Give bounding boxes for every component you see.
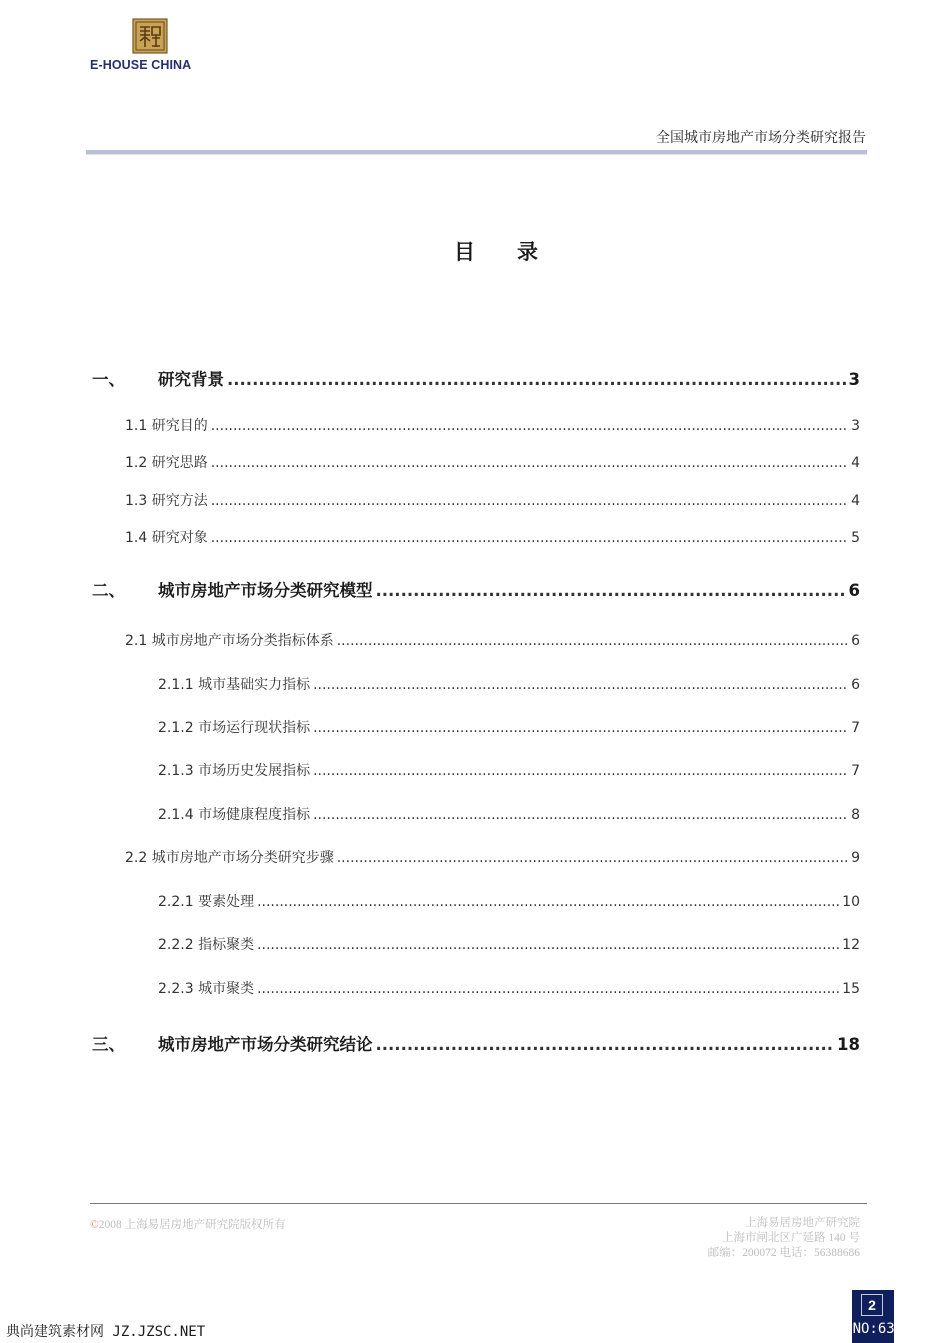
toc-page-number: 6 xyxy=(848,581,860,600)
toc-page-number: 3 xyxy=(851,418,860,434)
watermark-right: NO:63060 xyxy=(852,1321,920,1337)
toc-page-number: 4 xyxy=(851,493,860,509)
toc-entry[interactable] xyxy=(158,934,860,954)
toc-entry-title: 2.1.1 城市基础实力指标 xyxy=(158,677,311,693)
toc-leader-dots xyxy=(313,763,848,779)
toc-entry-title: 城市房地产市场分类研究结论 xyxy=(158,1035,373,1054)
toc-page-number: 6 xyxy=(851,677,860,693)
toc-page-number: 15 xyxy=(842,981,860,997)
watermark-left: 典尚建筑素材网 JZ.JZSC.NET xyxy=(6,1324,206,1340)
ehouse-logo-icon xyxy=(132,18,168,54)
toc-entry[interactable] xyxy=(158,891,860,911)
toc-entry[interactable] xyxy=(92,577,860,601)
company-logo xyxy=(86,16,216,76)
toc-entry[interactable] xyxy=(125,630,860,650)
toc-entry[interactable] xyxy=(158,717,860,737)
toc-leader-dots xyxy=(313,677,848,693)
toc-leader-dots xyxy=(337,633,848,649)
toc-entry[interactable] xyxy=(125,415,860,435)
toc-entry-title: 2.2.2 指标聚类 xyxy=(158,937,255,953)
toc-entry-title: 2.2.1 要素处理 xyxy=(158,894,255,910)
toc-leader-dots xyxy=(211,455,848,471)
copyright-text: 2008 上海易居房地产研究院版权所有 xyxy=(98,1219,286,1231)
toc-leader-dots xyxy=(211,530,848,546)
toc-page-number: 6 xyxy=(851,633,860,649)
toc-entry-title: 城市房地产市场分类研究模型 xyxy=(158,581,373,600)
toc-entry[interactable] xyxy=(125,490,860,510)
toc-leader-dots xyxy=(376,581,846,600)
logo-text: E-HOUSE CHINA xyxy=(90,58,192,72)
toc-page-number: 8 xyxy=(851,807,860,823)
toc-page-number: 7 xyxy=(851,763,860,779)
toc-heading: 目录 xyxy=(454,240,580,264)
toc-entry-title: 1.2 研究思路 xyxy=(125,455,208,471)
toc-entry-title: 2.2 城市房地产市场分类研究步骤 xyxy=(125,850,334,866)
toc-page-number: 9 xyxy=(851,850,860,866)
toc-entry[interactable] xyxy=(92,366,860,390)
toc-leader-dots xyxy=(257,981,839,997)
toc-page-number: 5 xyxy=(851,530,860,546)
toc-page-number: 10 xyxy=(842,894,860,910)
toc-entry[interactable] xyxy=(158,978,860,998)
watermark-bar xyxy=(0,1319,950,1343)
toc-section-number: 二、 xyxy=(92,581,125,600)
toc-entry-title: 1.4 研究对象 xyxy=(125,530,208,546)
toc-page-number: 18 xyxy=(837,1035,860,1054)
toc-entry[interactable] xyxy=(92,1031,860,1055)
toc-entry[interactable] xyxy=(125,527,860,547)
toc-entry-title: 研究背景 xyxy=(158,370,224,389)
toc-leader-dots xyxy=(313,720,848,736)
toc-entry-title: 2.1.3 市场历史发展指标 xyxy=(158,763,311,779)
footer-address: 上海市闸北区广延路 140 号 xyxy=(722,1232,860,1244)
toc-page-number: 4 xyxy=(851,455,860,471)
toc-leader-dots xyxy=(211,418,848,434)
copyright-symbol: © xyxy=(90,1219,99,1231)
toc-entry-title: 2.1.2 市场运行现状指标 xyxy=(158,720,311,736)
toc-entry-title: 1.3 研究方法 xyxy=(125,493,208,509)
footer-copyright xyxy=(90,1216,286,1232)
toc-entry[interactable] xyxy=(158,760,860,780)
footer-company: 上海易居房地产研究院 xyxy=(745,1217,860,1229)
toc-leader-dots xyxy=(337,850,848,866)
toc-leader-dots xyxy=(376,1035,835,1054)
report-title: 全国城市房地产市场分类研究报告 xyxy=(656,130,866,146)
footer-divider xyxy=(90,1203,867,1204)
toc-entry[interactable] xyxy=(125,452,860,472)
toc-leader-dots xyxy=(257,937,839,953)
toc-page-number: 3 xyxy=(848,370,860,389)
toc-entry-title: 2.1.4 市场健康程度指标 xyxy=(158,807,311,823)
footer-phone: 邮编：200072 电话：56388686 xyxy=(707,1247,860,1259)
toc-entry-title: 2.2.3 城市聚类 xyxy=(158,981,255,997)
toc-leader-dots xyxy=(211,493,848,509)
toc-entry[interactable] xyxy=(158,674,860,694)
toc-leader-dots xyxy=(313,807,848,823)
toc-entry-title: 2.1 城市房地产市场分类指标体系 xyxy=(125,633,334,649)
toc-leader-dots xyxy=(227,370,846,389)
toc-page-number: 7 xyxy=(851,720,860,736)
toc-entry[interactable] xyxy=(158,804,860,824)
footer-contact xyxy=(708,1216,860,1261)
toc-section-number: 一、 xyxy=(92,370,125,389)
toc-leader-dots xyxy=(257,894,839,910)
toc-section-number: 三、 xyxy=(92,1035,125,1054)
toc-page-number: 12 xyxy=(842,937,860,953)
toc-entry[interactable] xyxy=(125,847,860,867)
toc-entry-title: 1.1 研究目的 xyxy=(125,418,208,434)
page-number: 2 xyxy=(861,1294,883,1316)
header-divider-shadow xyxy=(86,154,867,155)
